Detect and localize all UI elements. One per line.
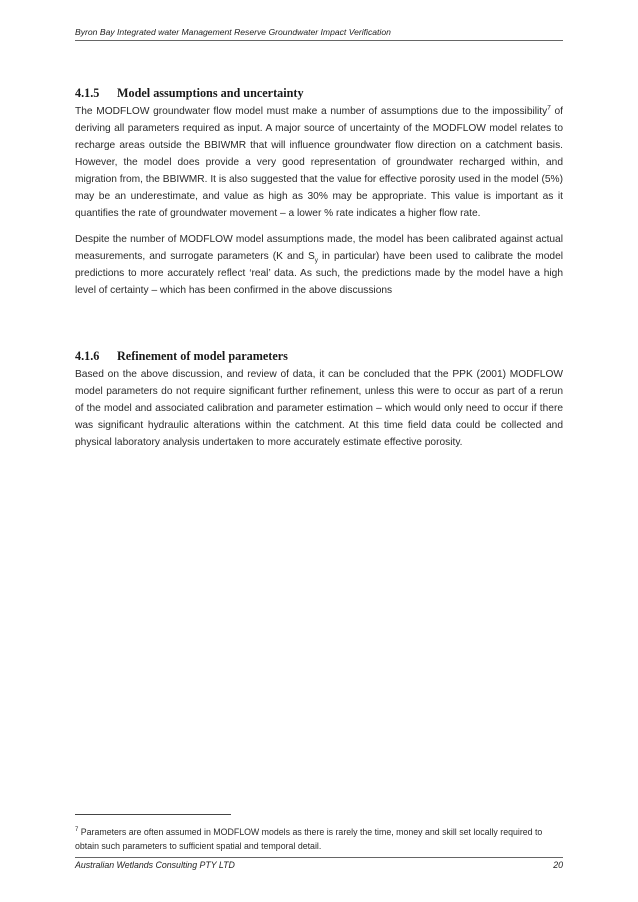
running-header [75,27,563,41]
section-number: 4.1.5 [75,86,100,100]
header-title: Byron Bay Integrated water Management Reserve Groundwater Impact Verification [75,27,391,37]
paragraph: Based on the above discussion, and review of data, it can be concluded that the PPK (2001) MODFLOW model parameters do not require significant further refinement, unless this were to occur as part of a rerun of the model and associated calibration and parameter estimation – which would only need to occur if there was significant hydraulic alterations within the catchment. At this time field data could be collected and physical laboratory analysis undertaken to more accurately estimate effective porosity. [75,369,563,448]
paragraph-text: The MODFLOW groundwater flow model must make a number of assumptions due to the impossibility [75,106,548,117]
paragraph-text: in particular) have been used to calibrate the model predictions to more accurately reflect ‘real’ data. As such, the predictions made by the model have a high level of certainty – which has been confirmed in the above discussions [75,251,564,296]
section-title: Refinement of model parameters [117,349,288,363]
footnote-text: Parameters are often assumed in MODFLOW models as there is rarely the time, money and skill set locally required to obtain such parameters to sufficient spatial and temporal detail. [75,827,543,851]
section-4-1-5 [75,86,563,299]
paragraph [75,231,563,299]
page-footer [75,857,563,870]
footnote [75,826,563,853]
section-title: Model assumptions and uncertainty [117,86,304,100]
subscript: y [314,257,319,265]
footer-company: Australian Wetlands Consulting PTY LTD [75,860,235,870]
footnote-reference: 7 [547,104,551,112]
page-number: 20 [553,860,563,870]
paragraph-text: Despite the number of MODFLOW model assumptions made, the model has been calibrated against actual measurements, and surrogate parameters (K and S [75,234,563,262]
section-number: 4.1.6 [75,349,100,363]
paragraph-text: of deriving all parameters required as input. A major source of uncertainty of the MODFLOW model relates to recharge areas outside the BBIWMR that will influence groundwater flow direction on a catchment basis. However, the model does provide a very good representation of groundwater recharged within, and migration from, the BBIWMR. It is also suggested that the value for effective porosity used in the model (5%) may be an underestimate, and value as high as 30% may be appropriate. This value is important as it quantifies the rate of groundwater movement – a lower % rate indicates a higher flow rate. [75,106,564,219]
section-heading [75,86,563,101]
footnote-separator [75,814,231,815]
section-4-1-6 [75,349,563,451]
paragraph [75,103,563,222]
footnote-marker: 7 [75,827,79,834]
section-heading [75,349,563,364]
